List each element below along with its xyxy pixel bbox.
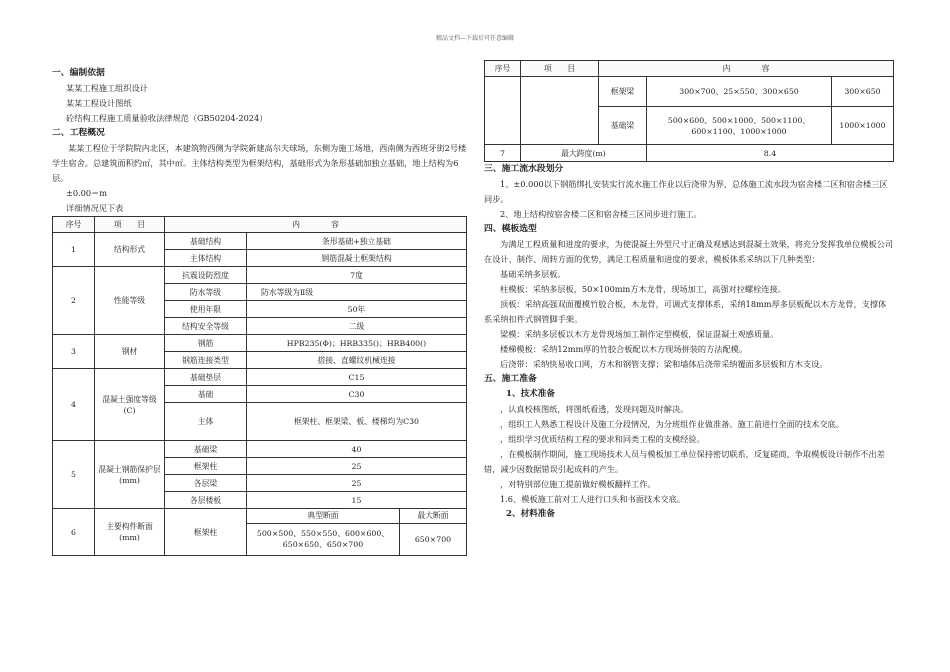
prep-para-2: ，组织工人熟悉工程设计及施工分段情况，为分班组作业做准备。施工前进行全面的技术交底。 — [500, 419, 844, 429]
row-6a-key: 框架柱 — [165, 509, 247, 556]
prep-para-3: ，组织学习优质结构工程的要求和同类工程的支模经验。 — [500, 434, 705, 444]
row-1b-value: 钢筋混凝土框架结构 — [247, 250, 467, 267]
row-1-no: 1 — [53, 233, 95, 267]
row-6-subtable — [247, 509, 466, 555]
formwork-para-6: 楼梯模板：采纳12mm厚的竹胶合板配以木方现场拼装的方法配模。 — [500, 344, 748, 354]
row-2d-key: 结构安全等级 — [165, 318, 247, 335]
formwork-para-2: 基础采纳多层板。 — [500, 269, 566, 279]
row-4c-value: 框架柱、框架梁、板、楼梯均为C30 — [247, 403, 467, 441]
row-6-item: 主要构件断面(mm) — [95, 509, 165, 556]
row-3-no: 3 — [53, 335, 95, 369]
th-content-cont: 内 容 — [599, 61, 894, 77]
row-7-key: 最大跨度(m) — [521, 145, 647, 162]
overview-table — [52, 216, 467, 556]
th-item: 项 目 — [95, 217, 165, 233]
section-4-title: 四、模板选型 — [484, 224, 537, 234]
row-2a-value: 7度 — [247, 267, 467, 284]
basis-item-3: 砼结构工程施工质量验收法律规范（GB50204-2024） — [66, 113, 268, 123]
row-2c-key: 使用年限 — [165, 301, 247, 318]
tech-prep-heading: 1、技术准备 — [506, 389, 555, 399]
row-6-head-typical: 典型断面 — [247, 509, 400, 523]
found-beam-value: 500×600、500×1000、500×1100、600×1100、1000×1000 — [647, 107, 832, 145]
row-4b-key: 基础 — [165, 386, 247, 403]
row-4a-key: 基础垫层 — [165, 369, 247, 386]
row-5b-key: 框架柱 — [165, 458, 247, 475]
row-4c-key: 主体 — [165, 403, 247, 441]
continued-table — [484, 60, 894, 162]
elevation-line: ±0.00＝m — [66, 188, 108, 198]
row-3a-key: 钢筋 — [165, 335, 247, 352]
page-header: 精品文档---下载后可任意编辑 — [435, 35, 515, 42]
flow-para-1: 1、±0.000以下钢筋绑扎安装实行流水施工作业以后浇带为界，总体施工流水段为宿舍楼二区和宿舍楼三区同步。 — [484, 179, 888, 204]
row-7-no: 7 — [485, 145, 521, 162]
row-2a-key: 抗震设防烈度 — [165, 267, 247, 284]
row-6-head-max: 最大断面 — [400, 509, 467, 523]
frame-beam-max: 300×650 — [832, 77, 894, 107]
formwork-para-5: 梁模：采纳多层板以木方龙骨现场加工制作定型模板，保证混凝土观感质量。 — [500, 329, 779, 339]
prep-para-4: ，在模板制作期间，施工现场技术人员与模板加工单位保持密切联系，反复磋商，争取模板设计制作不出差错，减少因数据错误引起成料的产生。 — [484, 449, 885, 474]
row-5d-value: 15 — [247, 492, 467, 509]
row-2c-value: 50年 — [247, 301, 467, 318]
cont-no-empty — [485, 77, 521, 145]
row-3-item: 钢材 — [95, 335, 165, 369]
row-4-item: 混凝土强度等级(C) — [95, 369, 165, 441]
row-3b-key: 钢筋连接类型 — [165, 352, 247, 369]
formwork-para-7: 后浇带：采纳快易收口网，方木和钢管支撑；梁和墙体后浇带采纳覆面多层板和方木支设。 — [500, 359, 828, 369]
left-column — [52, 66, 467, 556]
row-4b-value: C30 — [247, 386, 467, 403]
row-5c-value: 25 — [247, 475, 467, 492]
row-5c-key: 各层梁 — [165, 475, 247, 492]
th-no: 序号 — [53, 217, 95, 233]
row-6-subtable-cell — [247, 509, 467, 556]
material-prep-heading: 2、材料准备 — [506, 509, 555, 519]
row-6a-value: 500×500、550×550、600×600、650×650、650×700 — [247, 523, 400, 555]
row-5-item: 混凝土钢筋保护层(mm) — [95, 441, 165, 509]
th-content: 内 容 — [165, 217, 467, 233]
row-2d-value: 二级 — [247, 318, 467, 335]
detail-note: 详细情况见下表 — [66, 203, 124, 213]
row-5a-key: 基础梁 — [165, 441, 247, 458]
section-2-title: 二、工程概况 — [52, 128, 105, 138]
row-5d-key: 各层楼板 — [165, 492, 247, 509]
row-5b-value: 25 — [247, 458, 467, 475]
found-beam-max: 1000×1000 — [832, 107, 894, 145]
row-3a-value: HPB235(Φ)；HRB335()；HRB400() — [247, 335, 467, 352]
row-7-value: 8.4 — [647, 145, 894, 162]
frame-beam-key: 框架梁 — [599, 77, 647, 107]
section-1-title: 一、编制依据 — [52, 68, 105, 78]
prep-para-5: ，对特别部位施工提前做好模板翻样工作。 — [500, 479, 656, 489]
row-5a-value: 40 — [247, 441, 467, 458]
row-6a-max: 650×700 — [400, 523, 467, 555]
section-5-title: 五、施工准备 — [484, 374, 537, 384]
row-4a-value: C15 — [247, 369, 467, 386]
row-4-no: 4 — [53, 369, 95, 441]
frame-beam-value: 300×700、25×550、300×650 — [647, 77, 832, 107]
found-beam-key: 基础梁 — [599, 107, 647, 145]
section-3-title: 三、施工流水段划分 — [484, 164, 564, 174]
basis-item-2: 某某工程设计图纸 — [66, 98, 132, 108]
cont-item-empty — [521, 77, 599, 145]
prep-para-6: 1.6、模板施工前对工人进行口头和书面技术交底。 — [500, 494, 685, 504]
th-no-cont: 序号 — [485, 61, 521, 77]
th-item-cont: 项 目 — [521, 61, 599, 77]
prep-para-1: ，认真校核图纸，将图纸看透，发现问题及时解决。 — [500, 404, 689, 414]
right-column — [484, 60, 894, 522]
row-2-no: 2 — [53, 267, 95, 335]
row-2b-key: 防水等级 — [165, 284, 247, 301]
formwork-para-3: 柱模板：采纳多层板，50×100mm方木龙骨，现场加工，高强对拉螺栓连接。 — [500, 284, 786, 294]
row-2b-value: 防水等级为Ⅱ级 — [247, 284, 467, 301]
row-5-no: 5 — [53, 441, 95, 509]
overview-paragraph: 某某工程位于学院院内北区，本建筑物西侧为学院新建高尔夫球场，东侧为施工场地，西南侧为西班牙街2号楼学生宿舍。总建筑面积约㎡，其中㎡。主体结构类型为框架结构，基础形式为条形基础加独立基础，地上结构为6层。 — [52, 143, 467, 183]
row-1-item: 结构形式 — [95, 233, 165, 267]
row-1a-value: 条形基础+独立基础 — [247, 233, 467, 250]
row-1b-key: 主体结构 — [165, 250, 247, 267]
row-3b-value: 搭接、直螺纹机械连接 — [247, 352, 467, 369]
formwork-para-4: 顶板：采纳高强双面覆模竹胶合板，木龙骨，可调式支撑体系，采纳18mm厚多层板配以木方龙骨，支撑体系采纳扣件式钢管脚手架。 — [484, 299, 887, 324]
row-2-item: 性能等级 — [95, 267, 165, 335]
basis-item-1: 某某工程施工组织设计 — [66, 83, 148, 93]
row-6-no: 6 — [53, 509, 95, 556]
row-1a-key: 基础结构 — [165, 233, 247, 250]
formwork-para-1: 为满足工程质量和进度的要求，为使混凝土外型尺寸正确及观感达到混凝土效果，将充分发挥我单位模板公司在设计、制作、周转方面的优势，满足工程质量和进度的要求，模板体系采纳以下几种类型： — [484, 239, 894, 264]
flow-para-2: 2、地上结构按宿舍楼二区和宿舍楼三区同步进行施工。 — [500, 209, 702, 219]
